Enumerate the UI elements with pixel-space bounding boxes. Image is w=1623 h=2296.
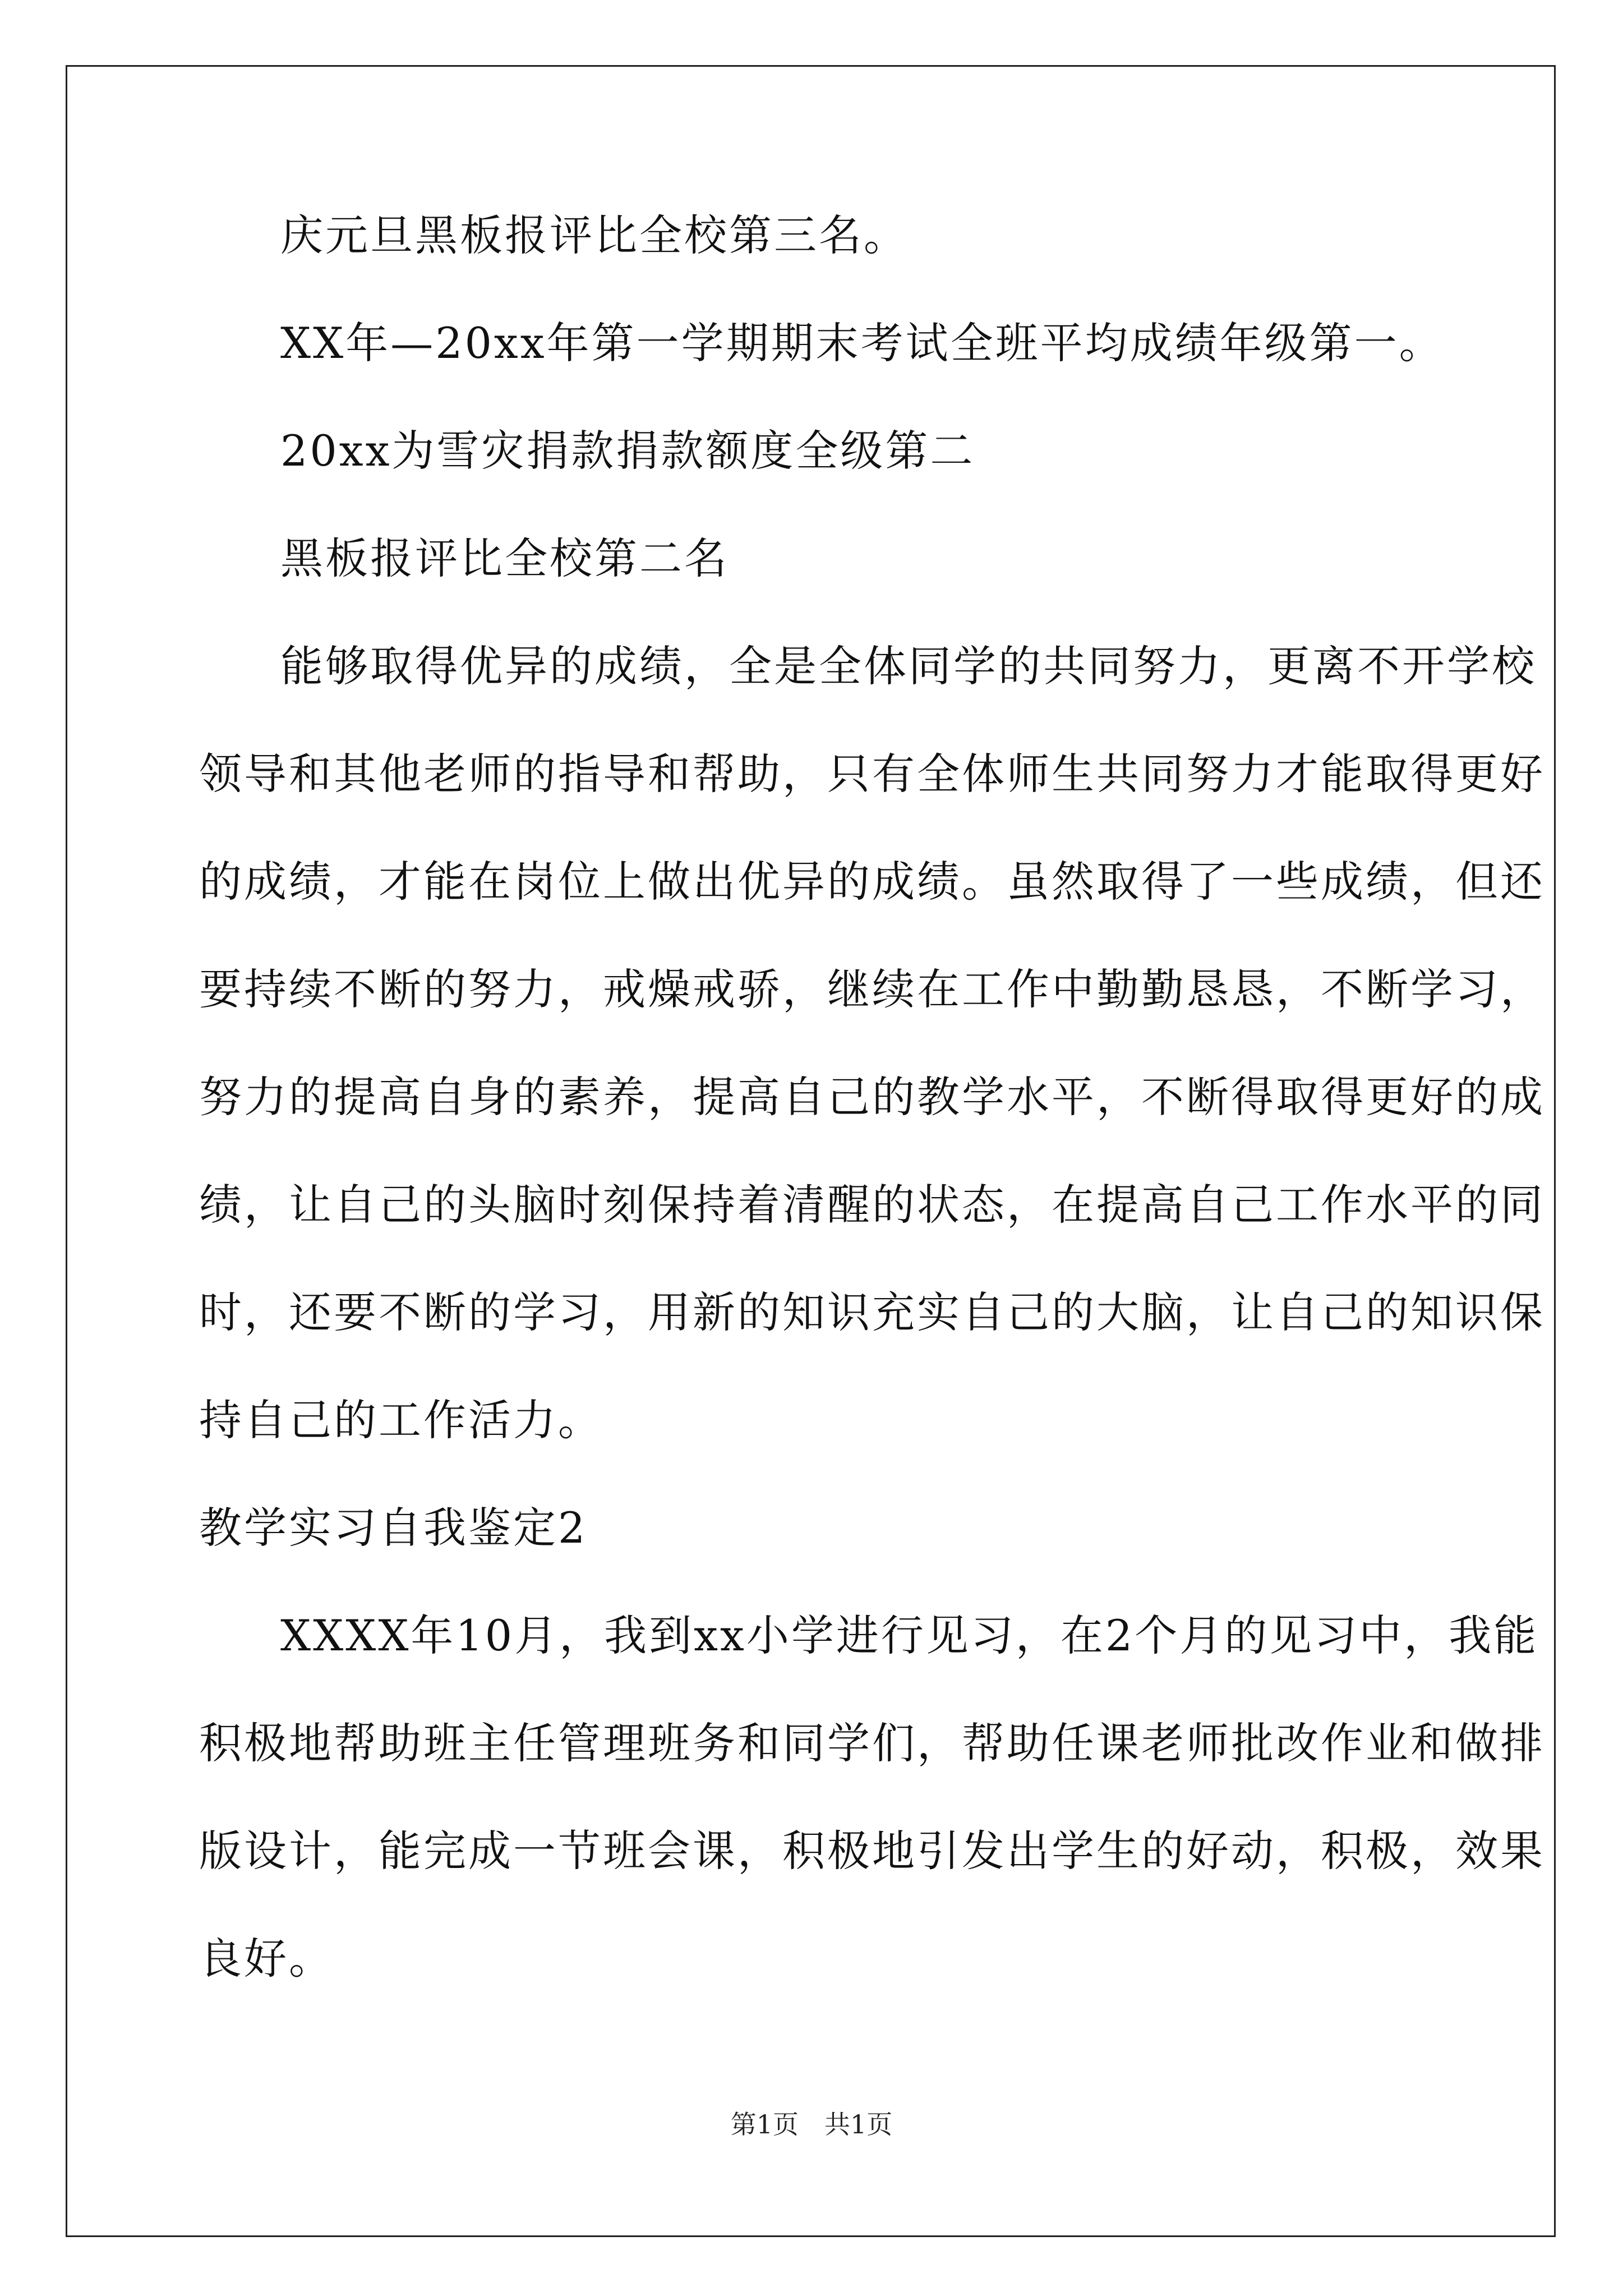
paragraph-line: 时，还要不断的学习，用新的知识充实自己的大脑，让自己的知识保: [199, 1287, 1545, 1337]
award-line: XX年—20xx年第一学期期末考试全班平均成绩年级第一。: [280, 318, 1444, 368]
paragraph-line: 能够取得优异的成绩，全是全体同学的共同努力，更离不开学校: [280, 641, 1537, 691]
paragraph-line: 积极地帮助班主任管理班务和同学们，帮助任课老师批改作业和做排: [199, 1718, 1545, 1768]
paragraph-line: 版设计，能完成一节班会课，积极地引发出学生的好动，积极，效果: [199, 1826, 1545, 1876]
paragraph-line: 要持续不断的努力，戒燥戒骄，继续在工作中勤勤恳恳，不断学习，: [199, 964, 1545, 1014]
award-line: 黑板报评比全校第二名: [280, 533, 729, 583]
paragraph-internship: [199, 1609, 1545, 1986]
paragraph-line: 领导和其他老师的指导和帮助，只有全体师生共同努力才能取得更好: [199, 749, 1545, 799]
section-title: 教学实习自我鉴定2: [199, 1503, 588, 1553]
paragraph-line: 良好。: [199, 1934, 334, 1984]
page-number: 第1页 共1页: [730, 2109, 893, 2139]
paragraph-line: XXXX年10月，我到xx小学进行见习，在2个月的见习中，我能: [280, 1611, 1539, 1660]
paragraph-line: 的成绩，才能在岗位上做出优异的成绩。虽然取得了一些成绩，但还: [199, 857, 1545, 907]
paragraph-line: 绩，让自己的头脑时刻保持着清醒的状态，在提高自己工作水平的同: [199, 1180, 1545, 1230]
award-line: 20xx为雪灾捐款捐款额度全级第二: [280, 426, 975, 476]
paragraph-line: 持自己的工作活力。: [199, 1395, 603, 1445]
paragraph-achievements: [199, 639, 1545, 1447]
award-line: 庆元旦黑板报评比全校第三名。: [280, 210, 909, 260]
paragraph-line: 努力的提高自身的素养，提高自己的教学水平，不断得取得更好的成: [199, 1072, 1545, 1122]
document-body: [199, 209, 1545, 2040]
